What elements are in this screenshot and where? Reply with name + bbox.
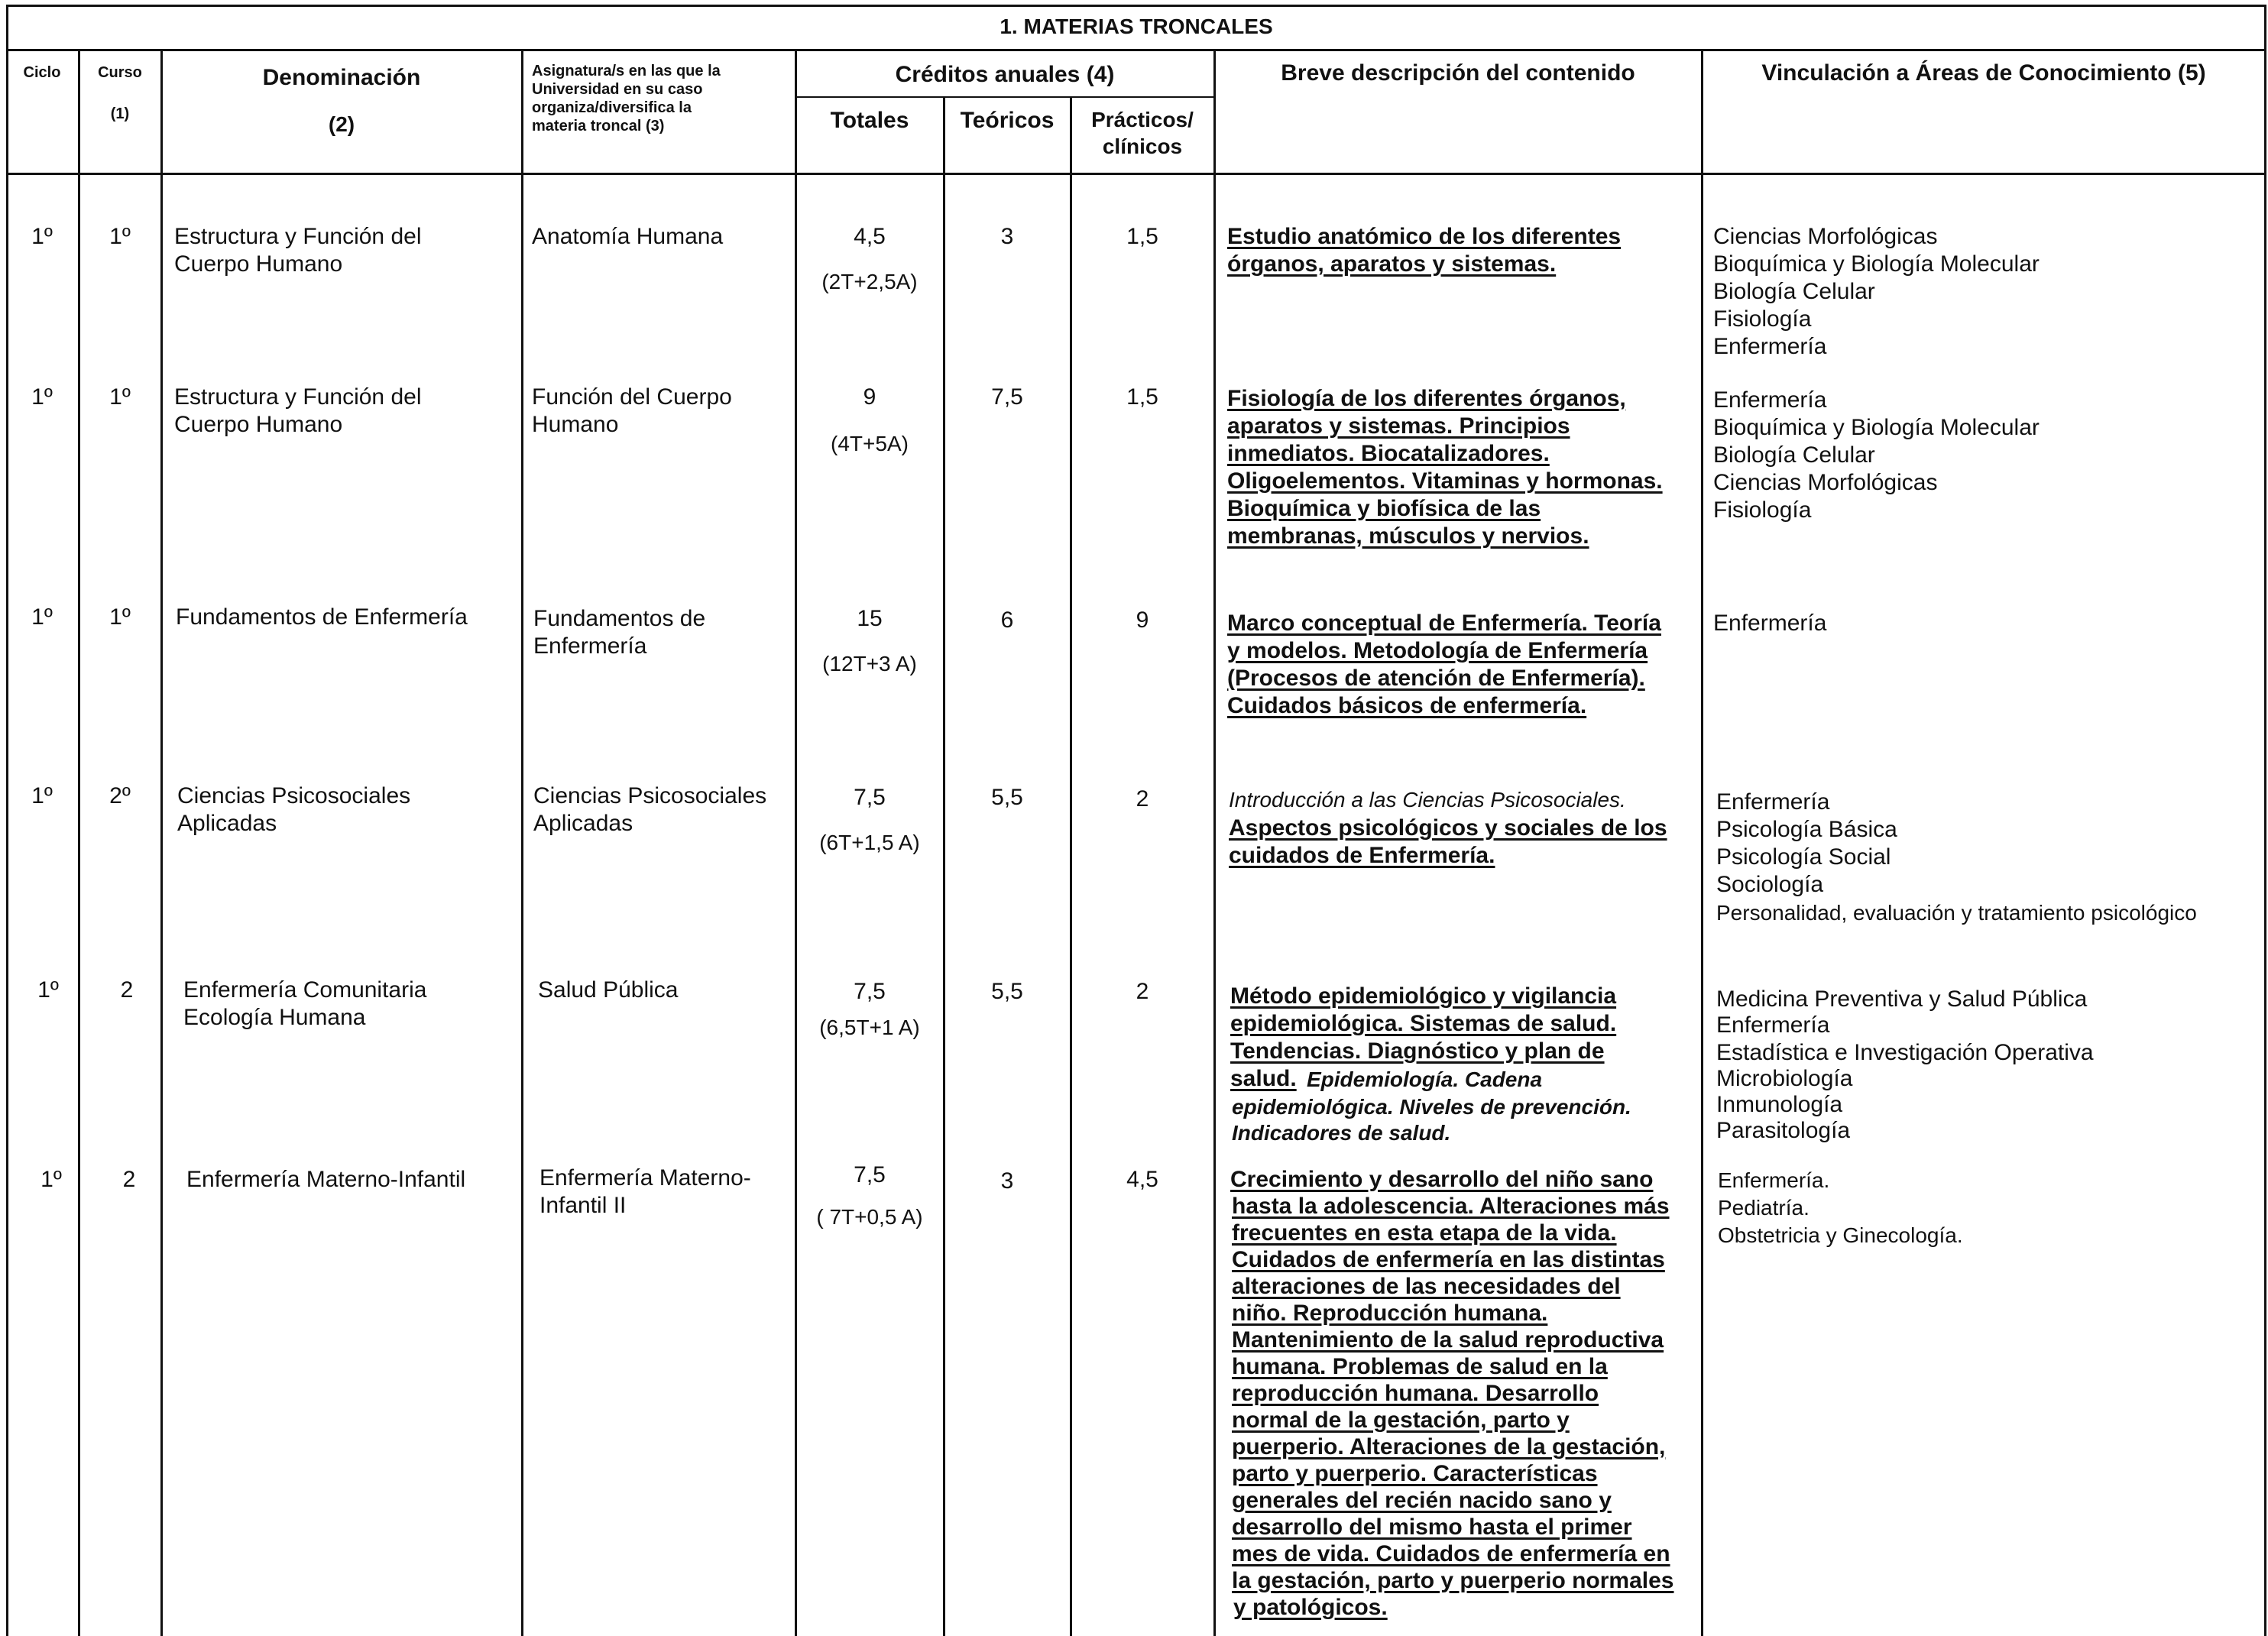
row-descripcion-line: epidemiológica. Sistemas de salud. bbox=[1230, 1011, 1617, 1036]
row-asignatura-line: Ciencias Psicosociales bbox=[533, 783, 767, 808]
row-ciclo: 1º bbox=[31, 604, 53, 630]
row-teoricos: 5,5 bbox=[991, 785, 1023, 810]
row-curso: 1º bbox=[109, 384, 131, 410]
col-sep-curso bbox=[160, 49, 163, 1636]
row-totales-detail: ( 7T+0,5 A) bbox=[816, 1205, 923, 1229]
row-descripcion-italic-line: Indicadores de salud. bbox=[1232, 1121, 1451, 1145]
row-teoricos: 6 bbox=[1000, 607, 1014, 633]
header-asignaturas-line-4: materia troncal (3) bbox=[532, 118, 665, 134]
row-area: Biología Celular bbox=[1713, 279, 1875, 304]
row-ciclo: 1º bbox=[31, 384, 53, 410]
row-descripcion-line: alteraciones de las necesidades del bbox=[1232, 1274, 1621, 1299]
row-descripcion-italic-line: Epidemiología. Cadena bbox=[1307, 1067, 1543, 1091]
row-area: Enfermería bbox=[1716, 1012, 1830, 1038]
row-practicos: 2 bbox=[1136, 979, 1149, 1004]
row-descripcion-line: Marco conceptual de Enfermería. Teoría bbox=[1227, 611, 1661, 636]
row-asignatura-line: Salud Pública bbox=[538, 977, 679, 1003]
row-denominacion-line: Estructura y Función del bbox=[174, 224, 422, 249]
header-curso-note: (1) bbox=[110, 105, 130, 122]
table-title: 1. MATERIAS TRONCALES bbox=[1000, 15, 1273, 38]
title-divider bbox=[6, 49, 2266, 51]
header-denominacion: Denominación bbox=[262, 65, 421, 90]
row-area: Estadística e Investigación Operativa bbox=[1716, 1040, 2094, 1065]
row-area: Enfermería bbox=[1713, 387, 1827, 413]
row-practicos: 4,5 bbox=[1126, 1167, 1158, 1192]
row-totales: 4,5 bbox=[854, 224, 886, 249]
row-curso: 2 bbox=[120, 977, 134, 1003]
row-teoricos: 7,5 bbox=[991, 384, 1023, 410]
row-descripcion-line: Mantenimiento de la salud reproductiva bbox=[1232, 1327, 1664, 1353]
row-area: Enfermería bbox=[1713, 611, 1827, 636]
col-sep-practicos bbox=[1213, 49, 1216, 1636]
row-denominacion-line: Fundamentos de Enfermería bbox=[176, 604, 468, 630]
row-descripcion-line: normal de la gestación, parto y bbox=[1232, 1408, 1570, 1433]
row-asignatura-line: Infantil II bbox=[539, 1193, 627, 1218]
row-descripcion-line: órganos, aparatos y sistemas. bbox=[1227, 251, 1557, 277]
row-teoricos: 3 bbox=[1000, 224, 1014, 249]
row-descripcion-line: aparatos y sistemas. Principios bbox=[1227, 413, 1570, 439]
row-area: Enfermería. bbox=[1718, 1168, 1830, 1192]
row-asignatura-line: Fundamentos de bbox=[533, 606, 706, 631]
row-denominacion-line: Enfermería Comunitaria bbox=[183, 977, 427, 1003]
row-area: Personalidad, evaluación y tratamiento psicológico bbox=[1716, 901, 2197, 925]
row-totales: 9 bbox=[863, 384, 876, 410]
row-descripcion-line: humana. Problemas de salud en la bbox=[1232, 1354, 1608, 1379]
col-sep-totales bbox=[943, 96, 945, 1636]
row-denominacion-line: Cuerpo Humano bbox=[174, 251, 343, 277]
header-ciclo: Ciclo bbox=[23, 64, 61, 81]
row-curso: 2º bbox=[109, 783, 131, 808]
row-totales: 7,5 bbox=[854, 785, 886, 810]
row-descripcion-line: desarrollo del mismo hasta el primer bbox=[1232, 1515, 1632, 1540]
row-descripcion-line: Bioquímica y biofísica de las bbox=[1227, 496, 1541, 521]
row-area: Microbiología bbox=[1716, 1066, 1853, 1091]
row-descripcion-line: membranas, músculos y nervios. bbox=[1227, 523, 1589, 549]
col-sep-descripcion bbox=[1701, 49, 1703, 1636]
row-denominacion-line: Estructura y Función del bbox=[174, 384, 422, 410]
row-descripcion-line: Método epidemiológico y vigilancia bbox=[1230, 983, 1617, 1009]
row-denominacion-line: Ecología Humana bbox=[183, 1005, 366, 1030]
row-descripcion-line: niño. Reproducción humana. bbox=[1232, 1301, 1548, 1326]
row-practicos: 1,5 bbox=[1126, 224, 1158, 249]
row-totales-detail: (6T+1,5 A) bbox=[819, 831, 920, 854]
row-area: Fisiología bbox=[1713, 497, 1812, 523]
row-area: Parasitología bbox=[1716, 1118, 1851, 1143]
row-totales-detail: (12T+3 A) bbox=[822, 652, 917, 675]
row-teoricos: 3 bbox=[1000, 1168, 1014, 1194]
row-asignatura-line: Enfermería bbox=[533, 633, 647, 659]
row-curso: 2 bbox=[122, 1167, 136, 1192]
row-descripcion-line: parto y puerperio. Características bbox=[1232, 1461, 1598, 1486]
table-border-top bbox=[6, 5, 2266, 7]
row-area: Psicología Social bbox=[1716, 844, 1891, 870]
row-asignatura-line: Aplicadas bbox=[533, 811, 633, 836]
row-asignatura-line: Humano bbox=[532, 412, 619, 437]
row-asignatura-line: Anatomía Humana bbox=[532, 224, 724, 249]
row-area: Biología Celular bbox=[1713, 442, 1875, 468]
header-bottom-divider bbox=[6, 173, 2266, 175]
header-vinculacion: Vinculación a Áreas de Conocimiento (5) bbox=[1761, 60, 2206, 86]
row-denominacion-line: Cuerpo Humano bbox=[174, 412, 343, 437]
row-area: Enfermería bbox=[1713, 334, 1827, 359]
row-teoricos: 5,5 bbox=[991, 979, 1023, 1004]
row-descripcion-line: inmediatos. Biocatalizadores. bbox=[1227, 441, 1550, 466]
row-asignatura-line: Enfermería Materno- bbox=[539, 1165, 751, 1191]
header-asignaturas-line-3: organiza/diversifica la bbox=[532, 99, 692, 116]
row-ciclo: 1º bbox=[31, 224, 53, 249]
row-descripcion-intro: Introducción a las Ciencias Psicosociales. bbox=[1229, 788, 1626, 812]
row-area: Bioquímica y Biología Molecular bbox=[1713, 415, 2040, 440]
row-descripcion-italic-line: epidemiológica. Niveles de prevención. bbox=[1232, 1095, 1631, 1119]
row-practicos: 9 bbox=[1136, 607, 1149, 633]
row-totales-detail: (6,5T+1 A) bbox=[819, 1016, 920, 1039]
row-area: Ciencias Morfológicas bbox=[1713, 470, 1938, 495]
row-descripcion-line: Crecimiento y desarrollo del niño sano bbox=[1230, 1167, 1654, 1192]
row-descripcion-line: Oligoelementos. Vitaminas y hormonas. bbox=[1227, 468, 1663, 494]
row-descripcion-line: salud. bbox=[1230, 1066, 1297, 1091]
row-descripcion-line: y modelos. Metodología de Enfermería bbox=[1227, 638, 1648, 663]
row-descripcion-line: hasta la adolescencia. Alteraciones más bbox=[1232, 1194, 1670, 1219]
row-descripcion-line: generales del recién nacido sano y bbox=[1232, 1488, 1612, 1513]
row-area: Obstetricia y Ginecología. bbox=[1718, 1223, 1963, 1247]
header-creditos: Créditos anuales (4) bbox=[895, 62, 1115, 87]
row-descripcion-line: reproducción humana. Desarrollo bbox=[1232, 1381, 1599, 1406]
row-denominacion-line: Ciencias Psicosociales bbox=[177, 783, 411, 808]
row-descripcion-line: Aspectos psicológicos y sociales de los bbox=[1229, 815, 1667, 841]
row-descripcion-line: Cuidados de enfermería en las distintas bbox=[1232, 1247, 1665, 1272]
row-totales-detail: (4T+5A) bbox=[831, 432, 909, 455]
row-practicos: 1,5 bbox=[1126, 384, 1158, 410]
row-curso: 1º bbox=[109, 224, 131, 249]
row-area: Bioquímica y Biología Molecular bbox=[1713, 251, 2040, 277]
row-area: Inmunología bbox=[1716, 1092, 1843, 1117]
row-descripcion-line: y patológicos. bbox=[1233, 1595, 1388, 1620]
row-asignatura-line: Función del Cuerpo bbox=[532, 384, 732, 410]
header-teoricos: Teóricos bbox=[960, 108, 1055, 133]
row-descripcion-line: puerperio. Alteraciones de la gestación, bbox=[1232, 1434, 1666, 1459]
header-practicos-line-1: Prácticos/ bbox=[1091, 108, 1194, 131]
row-ciclo: 1º bbox=[40, 1167, 62, 1192]
col-sep-denominacion bbox=[521, 49, 523, 1636]
row-area: Pediatría. bbox=[1718, 1196, 1810, 1220]
row-descripcion-line: frecuentes en esta etapa de la vida. bbox=[1232, 1220, 1617, 1246]
row-denominacion-line: Aplicadas bbox=[177, 811, 277, 836]
row-area: Sociología bbox=[1716, 872, 1824, 897]
header-totales: Totales bbox=[830, 108, 909, 133]
row-curso: 1º bbox=[109, 604, 131, 630]
col-sep-teoricos bbox=[1070, 96, 1072, 1636]
header-asignaturas-line-2: Universidad en su caso bbox=[532, 81, 703, 98]
row-descripcion-line: la gestación, parto y puerperio normales bbox=[1232, 1568, 1674, 1593]
header-asignaturas-line-1: Asignatura/s en las que la bbox=[532, 63, 721, 79]
row-descripcion-line: Fisiología de los diferentes órganos, bbox=[1227, 386, 1626, 411]
row-descripcion-line: mes de vida. Cuidados de enfermería en bbox=[1232, 1541, 1670, 1566]
row-descripcion-line: Tendencias. Diagnóstico y plan de bbox=[1230, 1038, 1605, 1064]
row-practicos: 2 bbox=[1136, 786, 1149, 812]
header-practicos-line-2: clínicos bbox=[1102, 134, 1183, 158]
row-descripcion-line: Cuidados básicos de enfermería. bbox=[1227, 693, 1587, 718]
row-totales: 15 bbox=[857, 606, 883, 631]
row-descripcion-line: Estudio anatómico de los diferentes bbox=[1227, 224, 1622, 249]
row-area: Enfermería bbox=[1716, 789, 1830, 815]
row-totales-detail: (2T+2,5A) bbox=[821, 270, 918, 293]
row-descripcion-line: (Procesos de atención de Enfermería). bbox=[1227, 666, 1645, 691]
row-ciclo: 1º bbox=[31, 783, 53, 808]
row-descripcion-line: cuidados de Enfermería. bbox=[1229, 843, 1495, 868]
row-area: Medicina Preventiva y Salud Pública bbox=[1716, 986, 2088, 1012]
row-area: Psicología Básica bbox=[1716, 817, 1897, 842]
table-border-right bbox=[2264, 5, 2266, 1636]
header-curso: Curso bbox=[98, 64, 142, 81]
row-totales: 7,5 bbox=[854, 979, 886, 1004]
col-sep-ciclo bbox=[78, 49, 80, 1636]
header-descripcion: Breve descripción del contenido bbox=[1281, 60, 1635, 86]
row-area: Fisiología bbox=[1713, 306, 1812, 332]
row-ciclo: 1º bbox=[37, 977, 59, 1003]
header-denominacion-note: (2) bbox=[328, 112, 355, 136]
row-area: Ciencias Morfológicas bbox=[1713, 224, 1938, 249]
row-totales: 7,5 bbox=[854, 1162, 886, 1187]
credits-subheader-divider bbox=[795, 96, 1215, 98]
row-denominacion-line: Enfermería Materno-Infantil bbox=[186, 1167, 466, 1192]
